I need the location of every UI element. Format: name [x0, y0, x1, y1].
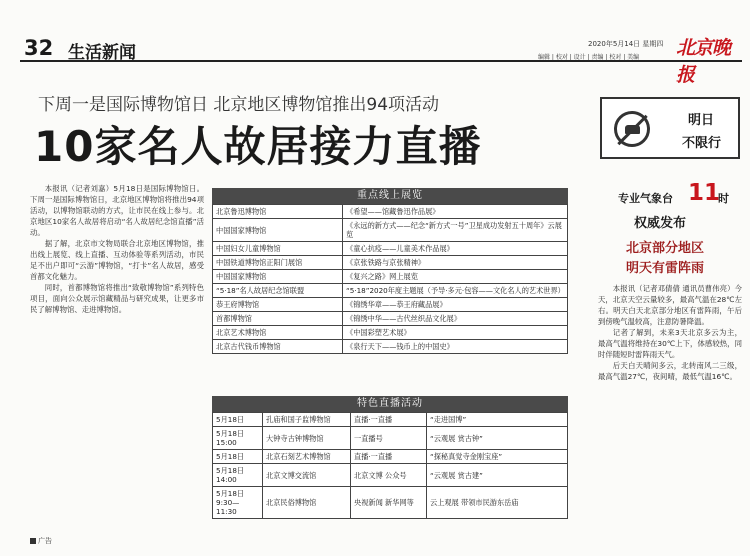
- table-row: [213, 270, 568, 284]
- issue-date: 2020年5月14日 星期四: [588, 40, 664, 48]
- exhibition-cell: 《永远的新方式——纪念“新方式一号”卫星成功发射五十周年》云展览: [343, 219, 568, 242]
- article-title: 10家名人故居接力直播: [34, 122, 482, 171]
- no-restriction-icon: [614, 111, 650, 147]
- exhibition-cell: 《复兴之路》网上展览: [343, 270, 568, 284]
- table-title: 重点线上展览: [212, 188, 568, 204]
- section-title: 生活新闻: [68, 43, 136, 63]
- notice-line-2: 不限行: [682, 136, 722, 151]
- museum-cell: 北京鲁迅博物馆: [213, 205, 343, 219]
- museum-cell: 中国铁道博物馆正阳门展馆: [213, 256, 343, 270]
- newspaper-logo: 北京晚报: [676, 37, 731, 86]
- event-cell: “探秘真觉寺金刚宝座”: [427, 450, 568, 464]
- article-paragraph: 本报讯（记者刘嘉）5月18日是国际博物馆日。下周一是国际博物馆日，北京地区博物馆将推出94项活动，以博物馆联动的方式，让市民在线上参与。北京地区10家名人故居将启动“名人故居纪念馆直播”活动。: [30, 184, 204, 237]
- page-number: 32: [24, 36, 54, 60]
- traffic-restriction-notice: [600, 97, 740, 159]
- weather-paragraph: 后天白天晴间多云，北转南风二三级，最高气温27℃，夜间晴，最低气温16℃。: [598, 361, 742, 381]
- platform-cell: 央视新闻 新华网等: [351, 487, 427, 519]
- notice-line-1: 明日: [688, 113, 715, 128]
- platform-cell: 一直播号: [351, 427, 427, 450]
- museum-cell: 中国国家博物馆: [213, 270, 343, 284]
- museum-cell: “5·18”名人故居纪念馆联盟: [213, 284, 343, 298]
- venue-cell: 北京文博交流馆: [263, 464, 351, 487]
- exhibition-cell: “5·18”2020年度主题展（予导·多元·包容——文化名人的艺术世界）: [343, 284, 568, 298]
- weather-headline: 明天有雷阵雨: [626, 261, 705, 276]
- ad-marker-icon: [30, 538, 36, 544]
- platform-cell: 北京文博 公众号: [351, 464, 427, 487]
- ad-label: [30, 536, 52, 546]
- table-title: 特色直播活动: [212, 396, 568, 412]
- weather-paragraph: 本报讯（记者邓倩倩 通讯员曹伟亮）今天，北京天空云量较多，最高气温在28℃左右。明天白天北京部分地区有雷阵雨，午后到傍晚气温较高，注意防暑降温。: [598, 284, 742, 326]
- ad-text: 广告: [38, 537, 52, 545]
- weather-headline: 北京部分地区: [626, 241, 705, 256]
- venue-cell: 北京民俗博物馆: [263, 487, 351, 519]
- date-cell: 5月18日 14:00: [213, 464, 263, 487]
- venue-cell: 北京石刻艺术博物馆: [263, 450, 351, 464]
- date-cell: 5月18日 15:00: [213, 427, 263, 450]
- date-cell: 5月18日: [213, 450, 263, 464]
- forecast-subtitle: 权威发布: [634, 216, 687, 231]
- venue-cell: 孔庙和国子监博物馆: [263, 413, 351, 427]
- table-row: [213, 340, 568, 354]
- article-paragraph: 据了解，北京市文物局联合北京地区博物馆，推出线上展览、线上直播、互动体验等系列活动，市民足不出户即可“云游”博物馆，“打卡”名人故居，感受首都文化魅力。: [30, 239, 204, 281]
- exhibition-cell: 《锦绣华章——恭王府藏品展》: [343, 298, 568, 312]
- exhibition-cell: 《京张铁路与京张精神》: [343, 256, 568, 270]
- staff-credits: 编辑 | 校对 | 设计 | 责编 | 校对 | 美编: [538, 54, 640, 61]
- slash-mark: [617, 115, 647, 145]
- event-cell: “云观展 赏古建”: [427, 464, 568, 487]
- article-paragraph: 同时，首都博物馆将推出“致敬博物馆”系列特色项目，面向公众展示馆藏精品与研究成果，让更多市民了解博物馆、走进博物馆。: [30, 283, 204, 314]
- live-events-table: [212, 396, 568, 519]
- museum-cell: 北京艺术博物馆: [213, 326, 343, 340]
- table-row: [213, 464, 568, 487]
- venue-cell: 大钟寺古钟博物馆: [263, 427, 351, 450]
- table-row: [213, 312, 568, 326]
- table-row: [213, 219, 568, 242]
- museum-cell: 中国国家博物馆: [213, 219, 343, 242]
- event-cell: “云观展 赏古钟”: [427, 427, 568, 450]
- table-row: [213, 205, 568, 219]
- online-exhibitions-table: [212, 188, 568, 354]
- event-cell: 云上观展 带领市民游东岳庙: [427, 487, 568, 519]
- table-row: [213, 256, 568, 270]
- museum-cell: 首都博物馆: [213, 312, 343, 326]
- table-row: [213, 298, 568, 312]
- exhibition-cell: 《锦绣中华——古代丝织品文化展》: [343, 312, 568, 326]
- table-row: [213, 413, 568, 427]
- forecast-unit: 时: [718, 192, 729, 205]
- article-body: [30, 183, 204, 523]
- platform-cell: 直播·一直播: [351, 450, 427, 464]
- museum-cell: 恭王府博物馆: [213, 298, 343, 312]
- museum-cell: 北京古代钱币博物馆: [213, 340, 343, 354]
- table-row: [213, 487, 568, 519]
- event-cell: “走进国博”: [427, 413, 568, 427]
- museum-cell: 中国妇女儿童博物馆: [213, 242, 343, 256]
- table-row: [213, 427, 568, 450]
- forecast-hour: 11: [688, 180, 721, 206]
- exhibition-cell: 《童心抗疫——儿童美术作品展》: [343, 242, 568, 256]
- table-row: [213, 242, 568, 256]
- exhibition-cell: 《中国彩塑艺术展》: [343, 326, 568, 340]
- weather-body: [598, 283, 742, 528]
- table-row: [213, 450, 568, 464]
- date-cell: 5月18日 9:30—11:30: [213, 487, 263, 519]
- exhibition-cell: 《希望——馆藏鲁迅作品展》: [343, 205, 568, 219]
- weather-paragraph: 记者了解到，未来3天北京多云为主，最高气温将维持在30℃上下，体感较热，同时伴随短时雷阵雨天气。: [598, 328, 742, 359]
- platform-cell: 直播·一直播: [351, 413, 427, 427]
- table-row: [213, 284, 568, 298]
- article-kicker: 下周一是国际博物馆日 北京地区博物馆推出94项活动: [38, 95, 440, 115]
- table-row: [213, 326, 568, 340]
- page-header: [20, 28, 742, 86]
- exhibition-cell: 《泉行天下——钱币上的中国史》: [343, 340, 568, 354]
- forecast-label: 专业气象台: [618, 192, 673, 205]
- date-cell: 5月18日: [213, 413, 263, 427]
